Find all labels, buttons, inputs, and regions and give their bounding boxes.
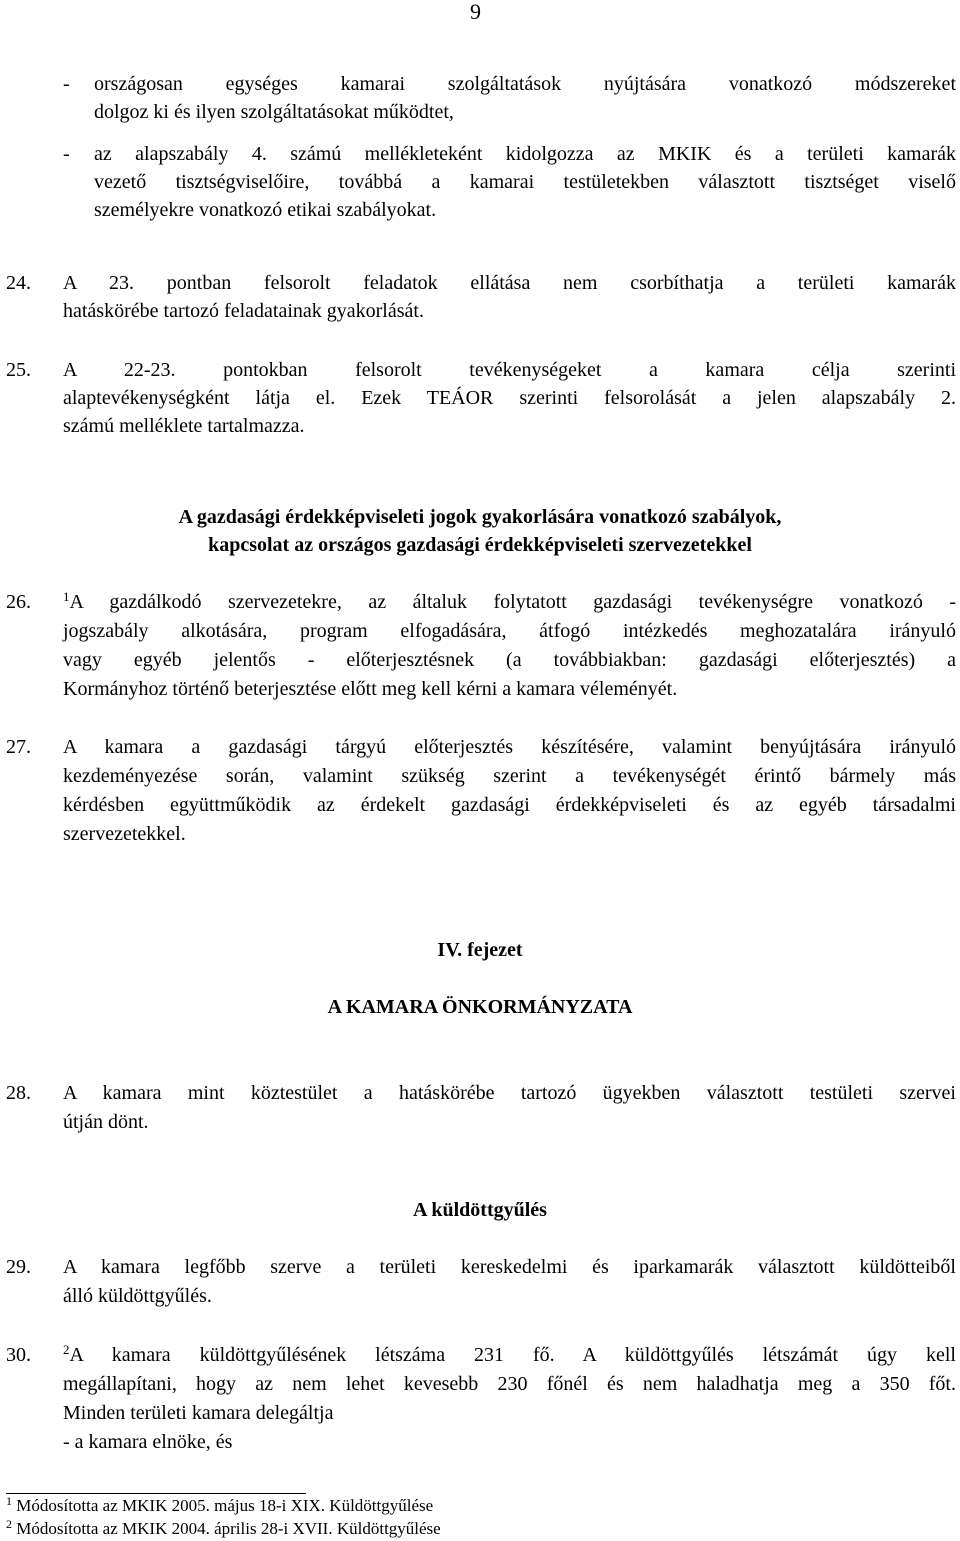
- chapter-number: IV. fejezet: [437, 939, 523, 961]
- paragraph-line: A 22-23. pontokban felsorolt tevékenységeket a kamara célja szerinti: [63, 359, 956, 381]
- paragraph-line: útján dönt.: [63, 1111, 149, 1133]
- paragraph-line: A kamara mint köztestület a hatáskörébe tartozó ügyekben választott testületi szervei: [63, 1082, 956, 1104]
- paragraph-line: $^2$A kamara küldöttgyűlésének létszáma 231 fő. A küldöttgyűlés létszámát úgy kell: [63, 1342, 956, 1366]
- bullet-line: az alapszabály 4. számú mellékleteként kidolgozza az MKIK és a területi kamarák: [94, 143, 956, 165]
- section-heading: A gazdasági érdekképviseleti jogok gyakorlására vonatkozó szabályok,: [178, 506, 782, 528]
- paragraph-line: kérdésben együttműködik az érdekelt gazdasági érdekképviseleti és az egyéb társadalmi: [63, 794, 956, 816]
- page-number: 9: [470, 0, 481, 24]
- paragraph-number: 24.: [6, 272, 31, 294]
- paragraph-line: alaptevékenységként látja el. Ezek TEÁOR szerinti felsorolását a jelen alapszabály 2.: [63, 387, 956, 409]
- footnote-ref: 2: [63, 1342, 70, 1357]
- footnote: [6, 1496, 433, 1516]
- paragraph-line: A kamara a gazdasági tárgyú előterjesztés készítésére, valamint benyújtására irányuló: [63, 736, 956, 758]
- paragraph-line: $^1$A gazdálkodó szervezetekre, az általuk folytatott gazdasági tevékenységre vonatkozó -: [63, 589, 956, 613]
- footnote-mark: 1: [6, 1494, 12, 1508]
- section-heading: A küldöttgyűlés: [413, 1199, 547, 1221]
- bullet-line: vezető tisztségviselőire, továbbá a kamarai testületekben választott tisztséget viselő: [94, 171, 956, 193]
- footnote-text: Módosította az MKIK 2005. május 18-i XIX. Küldöttgyűlése: [16, 1496, 434, 1515]
- paragraph-number: 30.: [6, 1344, 31, 1366]
- paragraph-number: 25.: [6, 359, 31, 381]
- footnote-ref: 1: [63, 589, 70, 604]
- paragraph-line: jogszabály alkotására, program elfogadására, átfogó intézkedés meghozatalára irányuló: [63, 620, 956, 642]
- paragraph-number: 27.: [6, 736, 31, 758]
- bullet-line: személyekre vonatkozó etikai szabályokat.: [94, 199, 437, 221]
- bullet-dash: -: [63, 143, 70, 165]
- paragraph-line: A 23. pontban felsorolt feladatok ellátása nem csorbíthatja a területi kamarák: [63, 272, 956, 294]
- paragraph-line: A kamara legfőbb szerve a területi kereskedelmi és iparkamarák választott küldötteiből: [63, 1256, 956, 1278]
- paragraph-line: megállapítani, hogy az nem lehet kevesebb 230 főnél és nem haladhatja meg a 350 főt.: [63, 1373, 956, 1395]
- chapter-title: A KAMARA ÖNKORMÁNYZATA: [327, 996, 633, 1018]
- footnote-separator: [6, 1493, 306, 1494]
- paragraph-line: szervezetekkel.: [63, 823, 186, 845]
- section-heading: kapcsolat az országos gazdasági érdekképviseleti szervezetekkel: [208, 534, 752, 556]
- paragraph-number: 26.: [6, 591, 31, 613]
- footnote-text: Módosította az MKIK 2004. április 28-i XVII. Küldöttgyűlése: [16, 1519, 441, 1538]
- bullet-dash: -: [63, 73, 70, 95]
- paragraph-line: Minden területi kamara delegáltja: [63, 1402, 334, 1424]
- footnote: [6, 1519, 441, 1539]
- footnote-mark: 2: [6, 1517, 12, 1531]
- paragraph-line: - a kamara elnöke, és: [63, 1431, 233, 1453]
- paragraph-line: számú melléklete tartalmazza.: [63, 415, 305, 437]
- paragraph-line: Kormányhoz történő beterjesztése előtt meg kell kérni a kamara véleményét.: [63, 678, 678, 700]
- paragraph-number: 28.: [6, 1082, 31, 1104]
- paragraph-line: vagy egyéb jelentős - előterjesztésnek (a továbbiakban: gazdasági előterjesztés) a: [63, 649, 956, 671]
- paragraph-number: 29.: [6, 1256, 31, 1278]
- paragraph-line: álló küldöttgyűlés.: [63, 1285, 212, 1307]
- paragraph-line: kezdeményezése során, valamint szükség szerint a tevékenységét érintő bármely más: [63, 765, 956, 787]
- bullet-line: dolgoz ki és ilyen szolgáltatásokat működtet,: [94, 101, 454, 123]
- paragraph-line: hatáskörébe tartozó feladatainak gyakorlását.: [63, 300, 424, 322]
- bullet-line: országosan egységes kamarai szolgáltatások nyújtására vonatkozó módszereket: [94, 73, 956, 95]
